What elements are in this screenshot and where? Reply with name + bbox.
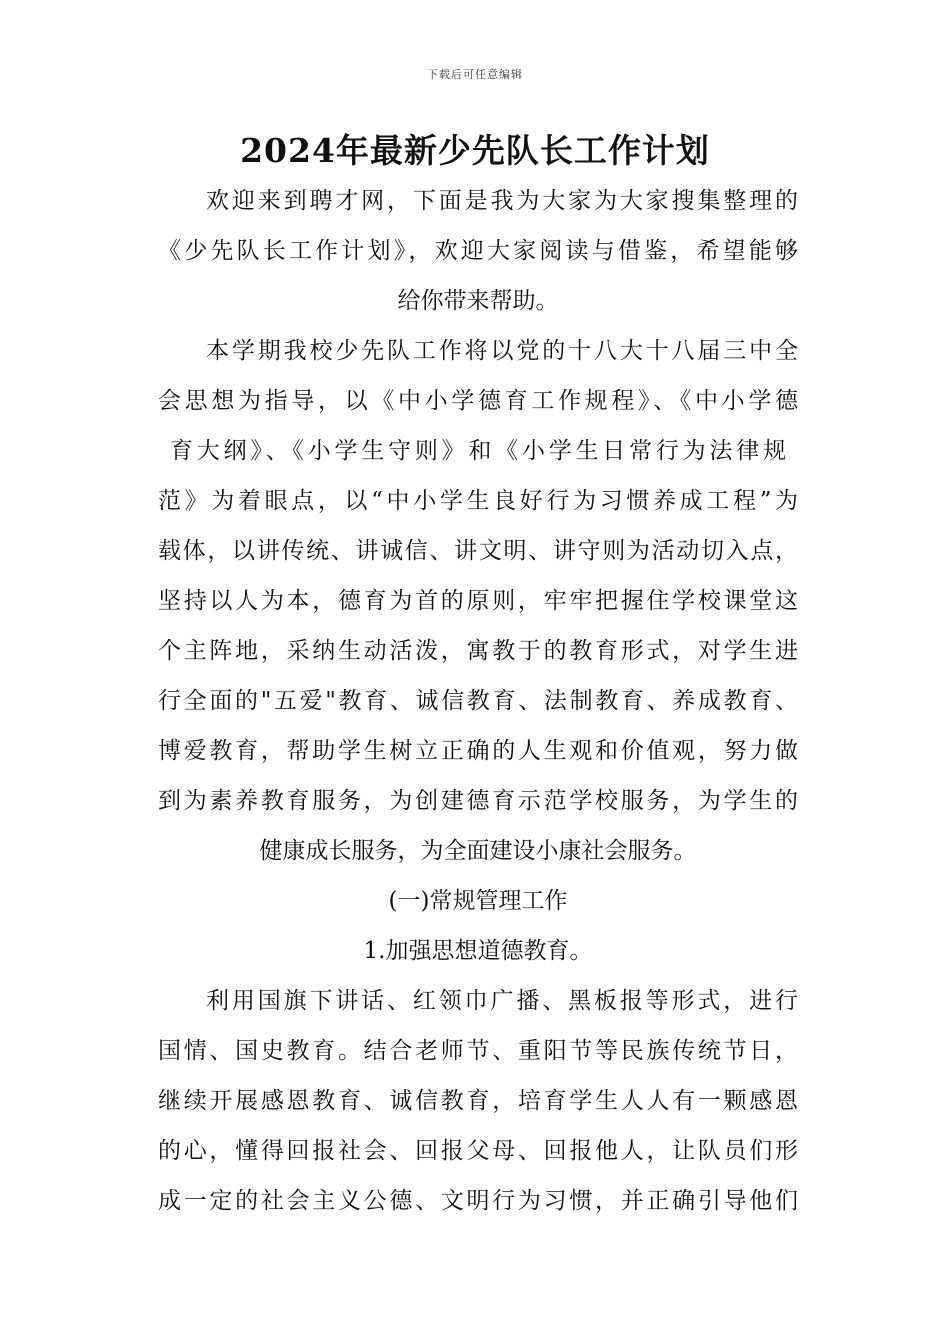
paragraph-line-6: 坚持以人为本，德育为首的原则，牢牢把握住学校课堂这 bbox=[158, 588, 798, 614]
paragraph-line-4: 范》为着眼点，以“中小学生良好行为习惯养成工程”为 bbox=[158, 488, 798, 514]
paragraph-line-2: 会思想为指导，以《中小学德育工作规程》、《中小学德 bbox=[158, 388, 798, 414]
section-line-2: 国情、国史教育。结合老师节、重阳节等民族传统节日， bbox=[158, 1038, 798, 1064]
section-line-1: 利用国旗下讲话、红领巾广播、黑板报等形式，进行 bbox=[206, 988, 798, 1014]
intro-line-3: 给你带来帮助。 bbox=[397, 288, 559, 314]
paragraph-line-10: 到为素养教育服务，为创建德育示范学校服务，为学生的 bbox=[158, 788, 798, 814]
page-title: 2024年最新少先队长工作计划 bbox=[240, 131, 710, 170]
paragraph-line-8: 行全面的"五爱"教育、诚信教育、法制教育、养成教育、 bbox=[158, 688, 798, 714]
intro-line-2: 《少先队长工作计划》，欢迎大家阅读与借鉴，希望能够 bbox=[158, 238, 798, 264]
paragraph-line-1: 本学期我校少先队工作将以党的十八大十八届三中全 bbox=[206, 338, 798, 364]
section-heading: (一)常规管理工作 bbox=[388, 888, 568, 914]
header-note: 下载后可任意编辑 bbox=[427, 68, 523, 81]
paragraph-line-5: 载体，以讲传统、讲诚信、讲文明、讲守则为活动切入点， bbox=[158, 538, 798, 564]
section-line-4: 的心，懂得回报社会、回报父母、回报他人，让队员们形 bbox=[158, 1138, 798, 1164]
section-line-5: 成一定的社会主义公德、文明行为习惯，并正确引导他们 bbox=[158, 1188, 798, 1214]
document-body bbox=[158, 176, 798, 1226]
paragraph-line-3: 育大纲》、《小学生守则》和《小学生日常行为法律规 bbox=[170, 438, 786, 464]
paragraph-line-7: 个主阵地，采纳生动活泼，寓教于的教育形式，对学生进 bbox=[158, 638, 798, 664]
paragraph-line-11: 健康成长服务，为全面建设小康社会服务。 bbox=[259, 838, 697, 864]
intro-line-1: 欢迎来到聘才网，下面是我为大家为大家搜集整理的 bbox=[206, 188, 798, 214]
section-line-3: 继续开展感恩教育、诚信教育，培育学生人人有一颗感恩 bbox=[158, 1088, 798, 1114]
paragraph-line-9: 博爱教育，帮助学生树立正确的人生观和价值观，努力做 bbox=[158, 738, 798, 764]
subsection-heading: 1.加强思想道德教育。 bbox=[363, 938, 593, 964]
